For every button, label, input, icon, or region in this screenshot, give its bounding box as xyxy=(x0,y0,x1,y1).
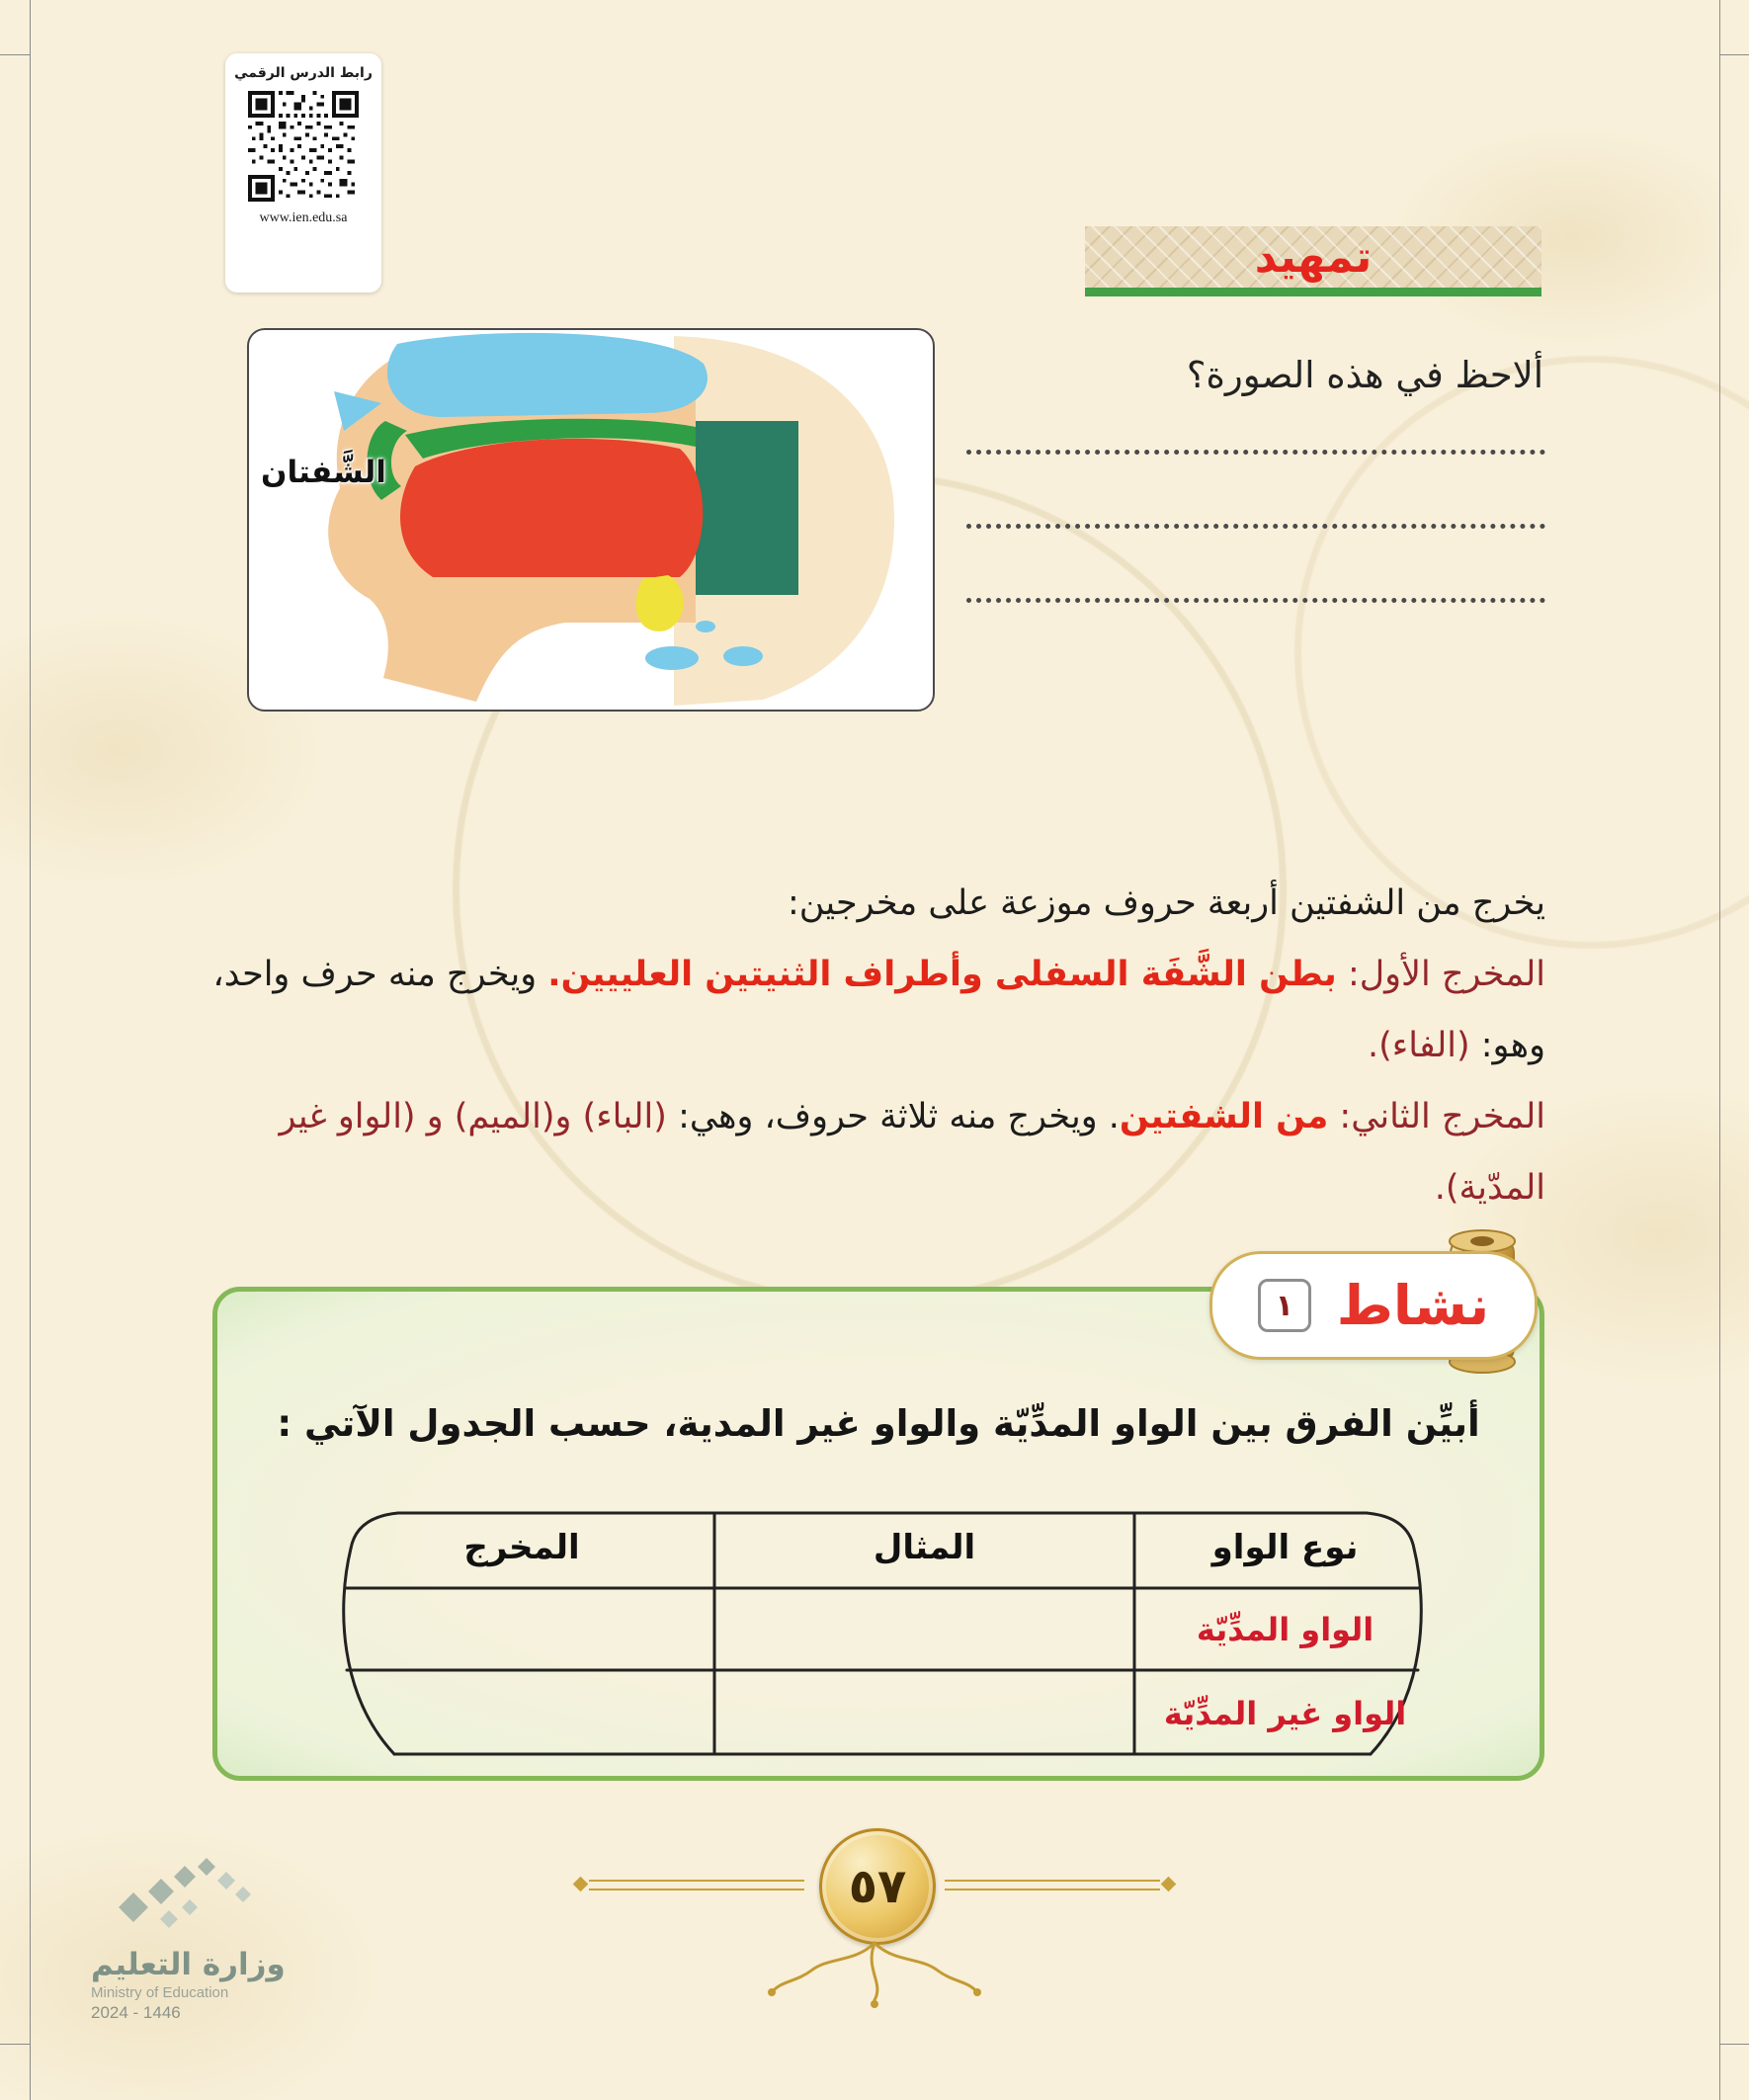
table-cell-empty xyxy=(329,1674,714,1752)
ministry-name-ar: وزارة التعليم xyxy=(91,1947,286,1982)
qr-code-icon xyxy=(248,91,359,202)
activity-number: ١ xyxy=(1258,1279,1311,1332)
makhraj-2-emphasis: من الشفتين xyxy=(1119,1097,1329,1136)
table-header-makhraj: المخرج xyxy=(463,1528,580,1567)
frame-line xyxy=(30,0,31,2100)
tamhid-underline xyxy=(1085,288,1541,296)
frame-tick xyxy=(1719,2044,1749,2045)
makhraj-1-letters: (الفاء). xyxy=(1367,1026,1470,1065)
frame-tick xyxy=(1719,54,1749,55)
activity-label: نشاط xyxy=(1336,1274,1490,1337)
answer-line xyxy=(966,450,1545,455)
table-cell-empty xyxy=(714,1592,1134,1666)
mouth-anatomy-illustration xyxy=(249,330,933,710)
footer-rule-right xyxy=(945,1880,1160,1890)
makhraj-2-letters: (الباء) و(الميم) و (الواو غير المدّية). xyxy=(279,1097,1545,1208)
table-header-waw-type: نوع الواو xyxy=(1211,1528,1359,1567)
lips-label: الشَّفتان xyxy=(261,455,386,490)
tamhid-header-band xyxy=(1085,226,1541,288)
edition-years: 2024 - 1446 xyxy=(91,2003,181,2022)
frame-tick xyxy=(0,54,30,55)
lesson-line-3 xyxy=(197,1081,1545,1223)
ministry-name-en: Ministry of Education xyxy=(91,1984,229,2001)
frame-line xyxy=(1719,0,1720,2100)
makhraj-1-body: ويخرج منه حرف واحد، وهو: xyxy=(212,955,1545,1065)
footer-rule-left xyxy=(589,1880,804,1890)
table-cell-empty xyxy=(714,1674,1134,1752)
activity-table xyxy=(329,1497,1436,1774)
page-number-medallion xyxy=(819,1828,936,1945)
table-row-label-ghayr-maddiyya: الواو غير المدِّيّة xyxy=(1163,1694,1407,1732)
tamhid-title: تمهيد xyxy=(1254,231,1373,283)
observe-question: ألاحظ في هذه الصورة؟ xyxy=(1186,354,1543,396)
qr-title: رابط الدرس الرقمي xyxy=(234,65,373,81)
lesson-text xyxy=(197,868,1545,1223)
activity-title-oval xyxy=(1209,1251,1538,1360)
qr-url: www.ien.edu.sa xyxy=(259,210,348,225)
qr-panel xyxy=(225,53,381,293)
makhraj-1-emphasis: بطن الشَّفَة السفلى وأطراف الثنيتين العلييين. xyxy=(547,955,1337,994)
lesson-line-1-text: يخرج من الشفتين أربعة حروف موزعة على مخرجين: xyxy=(787,883,1545,923)
activity-instruction: أبيِّن الفرق بين الواو المدِّيّة والواو غير المدية، حسب الجدول الآتي : xyxy=(277,1402,1480,1445)
lesson-line-1 xyxy=(197,868,1545,939)
makhraj-2-label: المخرج الثاني: xyxy=(1328,1097,1545,1136)
answer-line xyxy=(966,524,1545,529)
table-cell-empty xyxy=(329,1592,714,1666)
ministry-logo-icon xyxy=(91,1850,289,1941)
page-number: ٥٧ xyxy=(848,1859,907,1914)
footer-flourish-icon xyxy=(746,1937,1003,2011)
makhraj-2-body: . ويخرج منه ثلاثة حروف، وهي: xyxy=(666,1097,1120,1136)
frame-tick xyxy=(0,2044,30,2045)
activity-badge xyxy=(1126,1225,1551,1388)
mouth-diagram xyxy=(247,328,935,712)
answer-line xyxy=(966,598,1545,603)
table-header-example: المثال xyxy=(873,1528,976,1567)
table-row-label-maddiyya: الواو المدِّيّة xyxy=(1196,1610,1374,1648)
makhraj-1-label: المخرج الأول: xyxy=(1336,955,1545,994)
lesson-line-2 xyxy=(197,939,1545,1081)
ministry-logo-block xyxy=(91,1850,407,2023)
